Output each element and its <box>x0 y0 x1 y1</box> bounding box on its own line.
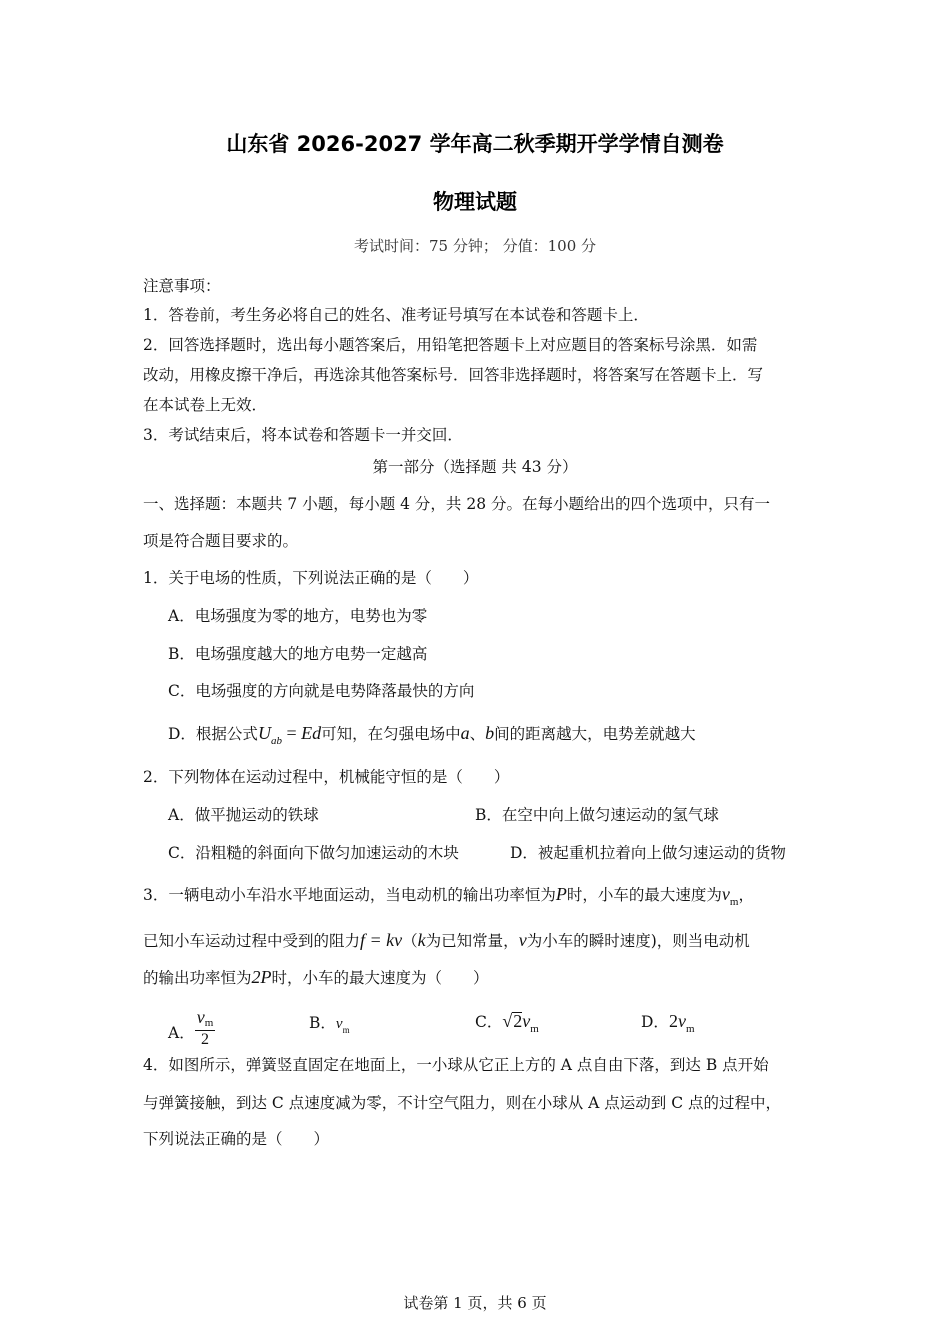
q1-d-eq: = <box>281 723 302 743</box>
q3-l2-end: 为小车的瞬时速度)，则当电动机 <box>526 932 750 950</box>
q3-a-label: A． <box>168 1024 195 1042</box>
q1-d-sub: ab <box>270 735 282 747</box>
q3-p: P <box>555 884 567 904</box>
q3-d-v: v <box>677 1011 686 1031</box>
q4-line-1: 4．如图所示，弹簧竖直固定在地面上，一小球从它正上方的 A 点自由下落，到达 B 点开始 <box>143 1056 769 1074</box>
q3-k: k <box>417 930 426 950</box>
q3-d-label: D． <box>641 1013 669 1031</box>
q1-d-b: b <box>485 723 495 743</box>
q3-a-fraction <box>195 1007 216 1049</box>
q2-option-a: A．做平抛运动的铁球 <box>168 806 319 824</box>
q3-option-a <box>168 1003 215 1048</box>
subject-title: 物理试题 <box>433 190 517 214</box>
q3-d-m: m <box>685 1023 695 1035</box>
q1-d-u: U <box>257 723 271 743</box>
q3-f-expr: f = kv <box>360 930 403 950</box>
q2-option-d: D．被起重机拉着向上做匀速运动的货物 <box>510 844 786 862</box>
q3-line-1 <box>143 884 754 907</box>
q1-stem: 1．关于电场的性质，下列说法正确的是（ ） <box>143 569 479 587</box>
q3-l3-end: 时，小车的最大速度为（ ） <box>271 969 489 987</box>
q1-d-post: 间的距离越大，电势差就越大 <box>494 725 696 743</box>
q3-l2-text: 已知小车运动过程中受到的阻力 <box>143 932 361 950</box>
q2-option-b: B．在空中向上做匀速运动的氢气球 <box>475 806 719 824</box>
notice-item-1: 1．答卷前，考生务必将自己的姓名、准考证号填写在本试卷和答题卡上． <box>143 306 649 324</box>
q2-option-c: C．沿粗糙的斜面向下做匀加速运动的木块 <box>168 844 459 862</box>
q1-option-c: C．电场强度的方向就是电势降落最快的方向 <box>168 682 475 700</box>
q3-c-m: m <box>530 1023 539 1035</box>
q1-d-a: a <box>460 723 470 743</box>
q1-d-mid: 可知，在匀强电场中 <box>321 725 461 743</box>
q3-c-v: v <box>522 1011 531 1031</box>
q3-option-c <box>475 1011 539 1034</box>
q2-stem: 2．下列物体在运动过程中，机械能守恒的是（ ） <box>143 768 510 786</box>
notice-heading: 注意事项： <box>143 277 221 295</box>
q3-line-2 <box>143 930 750 951</box>
q3-2p: 2P <box>251 967 272 987</box>
q3-d-two: 2 <box>668 1011 678 1031</box>
q3-l1-mid: 时，小车的最大速度为 <box>566 886 722 904</box>
q3-a-m: m <box>204 1017 214 1029</box>
q4-line-2: 与弹簧接触，到达 C 点速度减为零，不计空气阻力，则在小球从 A 点运动到 C 点的过程中， <box>143 1094 781 1112</box>
q1-d-sep: 、 <box>469 725 486 743</box>
q3-l2-paren: （ <box>402 932 418 950</box>
q3-line-3 <box>143 967 489 988</box>
q3-v: v <box>518 930 527 950</box>
notice-item-3: 3．考试结束后，将本试卷和答题卡一并交回． <box>143 426 463 444</box>
q1-d-prefix: D．根据公式 <box>168 725 258 743</box>
part1-heading: 第一部分（选择题 共 43 分） <box>372 458 578 476</box>
q3-c-two: 2 <box>513 1011 523 1031</box>
q3-l3-text: 的输出功率恒为 <box>143 969 252 987</box>
q3-l2-mid: 为已知常量， <box>425 932 519 950</box>
notice-item-2-line-3: 在本试卷上无效． <box>143 396 268 414</box>
q3-a-den: 2 <box>200 1031 209 1048</box>
section-instruction-line-1: 一、选择题：本题共 7 小题，每小题 4 分，共 28 分。在每小题给出的四个选项中，只有一 <box>143 495 771 513</box>
q3-a-v: v <box>196 1007 205 1027</box>
q3-l1-end: ， <box>738 886 754 904</box>
exam-info: 考试时间：75 分钟； 分值：100 分 <box>353 237 597 255</box>
notice-item-2-line-2: 改动，用橡皮擦干净后，再选涂其他答案标号．回答非选择题时，将答案写在答题卡上．写 <box>143 366 764 384</box>
q3-b-label: B． <box>309 1014 336 1032</box>
q3-vm-v: v <box>721 884 730 904</box>
page-footer: 试卷第 1 页，共 6 页 <box>403 1294 547 1312</box>
q4-line-3: 下列说法正确的是（ ） <box>143 1130 330 1148</box>
section-instruction-line-2: 项是符合题目要求的。 <box>143 532 299 550</box>
q1-d-ed: Ed <box>301 723 322 743</box>
q1-option-b: B．电场强度越大的地方电势一定越高 <box>168 645 428 663</box>
q3-vm-m: m <box>729 896 739 908</box>
q3-c-radical: √ <box>502 1011 513 1031</box>
q3-l1-text: 3．一辆电动小车沿水平地面运动，当电动机的输出功率恒为 <box>143 886 556 904</box>
q1-option-d <box>168 723 696 746</box>
q3-b-v: v <box>335 1016 343 1032</box>
q3-option-b <box>309 1013 350 1035</box>
q1-option-a: A．电场强度为零的地方，电势也为零 <box>168 607 428 625</box>
q3-option-d <box>641 1011 695 1034</box>
exam-title: 山东省 2026-2027 学年高二秋季期开学学情自测卷 <box>226 132 724 156</box>
q3-b-m: m <box>342 1025 350 1035</box>
q3-c-label: C． <box>475 1013 503 1031</box>
notice-item-2-line-1: 2．回答选择题时，选出每小题答案后，用铅笔把答题卡上对应题目的答案标号涂黑．如需 <box>143 336 758 354</box>
